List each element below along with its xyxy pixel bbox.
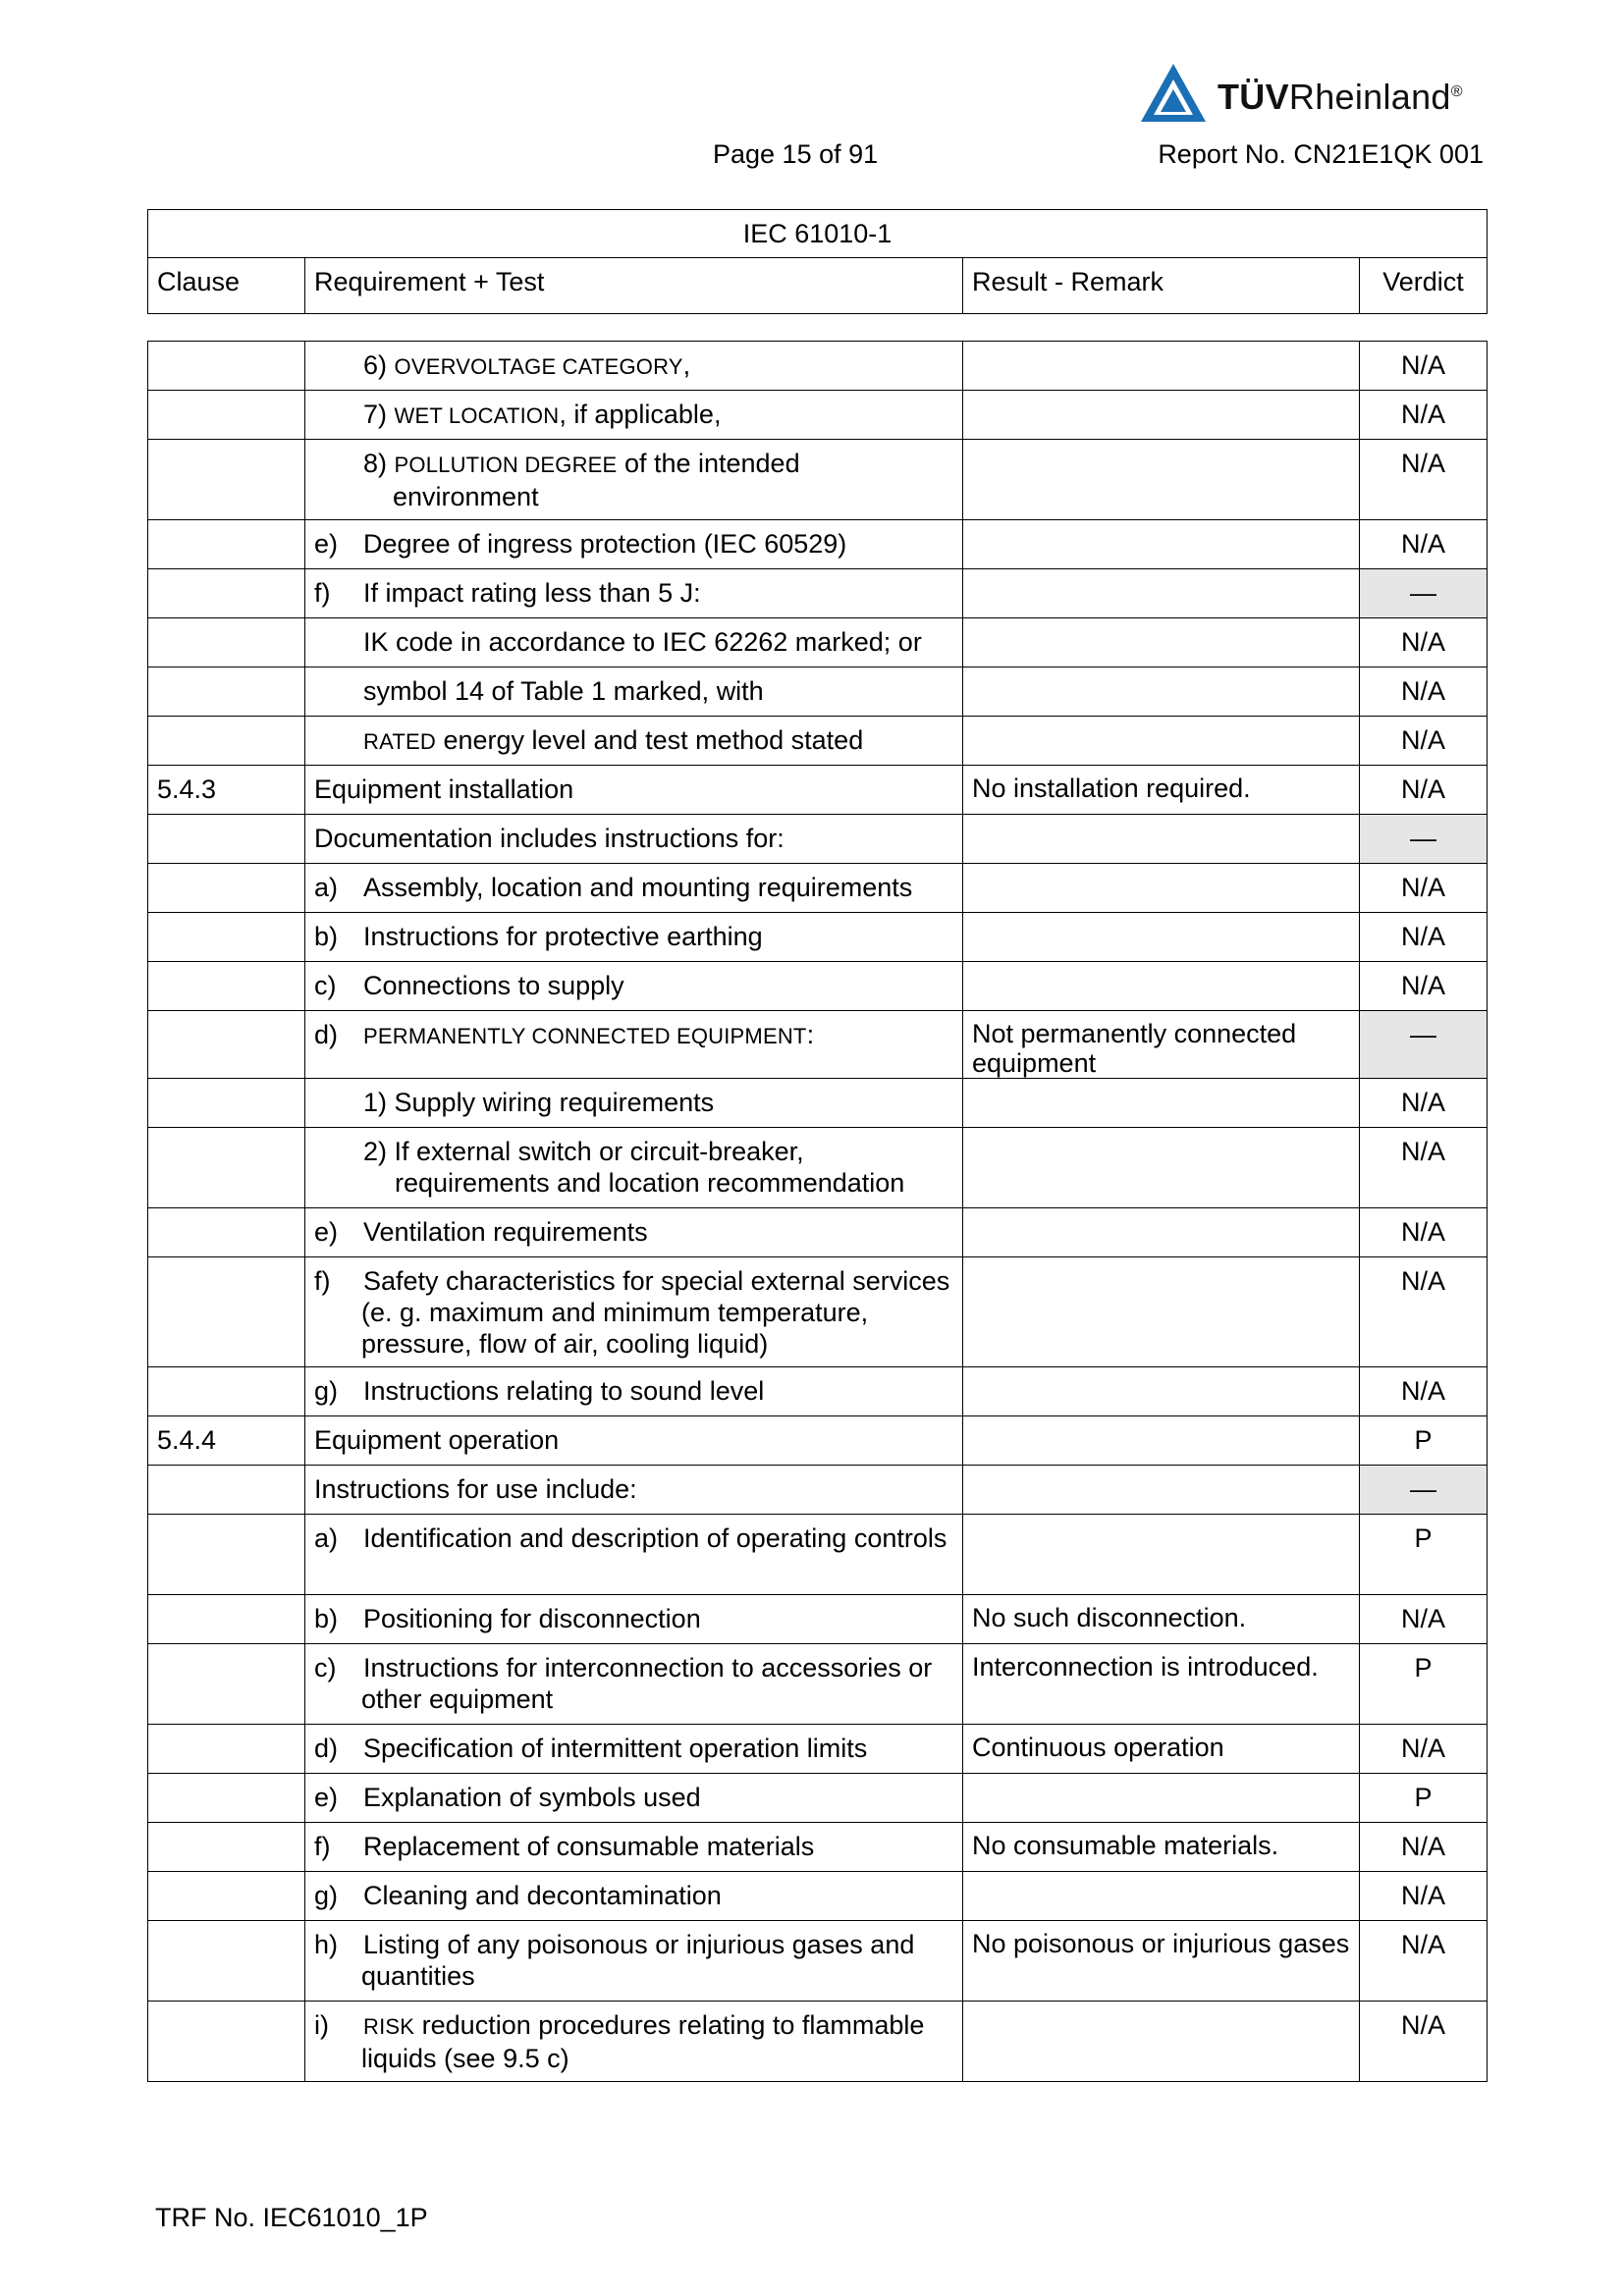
- requirement-cell: [305, 2002, 963, 2082]
- requirement-text: a) Assembly, location and mounting requirements: [314, 873, 913, 902]
- verdict-cell: N/A: [1360, 667, 1488, 717]
- requirement-text: Equipment operation: [314, 1425, 560, 1455]
- small-caps-term: RISK: [363, 2014, 415, 2039]
- requirement-text: RATED energy level and test method stated: [363, 725, 864, 755]
- item-letter: f): [314, 1832, 331, 1861]
- table-row: [148, 1367, 1488, 1416]
- requirement-text: a) Identification and description of operating controls: [314, 1523, 947, 1553]
- table-row: [148, 1466, 1488, 1515]
- table-row: [148, 618, 1488, 667]
- table-row: [148, 1774, 1488, 1823]
- verdict-cell: —: [1360, 569, 1488, 618]
- clause-cell: [148, 520, 305, 569]
- requirement-text: 1) Supply wiring requirements: [363, 1088, 715, 1117]
- trf-number: TRF No. IEC61010_1P: [155, 2203, 428, 2232]
- requirement-text: g) Instructions relating to sound level: [314, 1376, 765, 1406]
- result-text: Interconnection is introduced.: [972, 1652, 1319, 1682]
- requirement-text: 2) If external switch or circuit-breaker, requirements and location recommendation: [363, 1137, 905, 1198]
- item-letter: c): [314, 1653, 337, 1682]
- triangle-logo-icon: [1139, 61, 1208, 126]
- requirement-text-cont: environment: [393, 482, 539, 511]
- clause-cell: [148, 1595, 305, 1644]
- requirements-table: [147, 341, 1488, 2082]
- table-row: [148, 1872, 1488, 1921]
- verdict-cell: N/A: [1360, 1823, 1488, 1872]
- item-letter: e): [314, 529, 339, 559]
- requirement-cell: [305, 1774, 963, 1823]
- clause-cell: [148, 864, 305, 913]
- result-cell: [963, 1774, 1360, 1823]
- small-caps-term: WET LOCATION: [394, 403, 560, 428]
- verdict-cell: N/A: [1360, 618, 1488, 667]
- verdict-cell: N/A: [1360, 1725, 1488, 1774]
- clause-cell: [148, 1257, 305, 1367]
- result-text: Not permanently connected equipment: [972, 1019, 1297, 1078]
- table-row: [148, 962, 1488, 1011]
- requirement-cell: [305, 1823, 963, 1872]
- requirement-cell: [305, 1128, 963, 1208]
- requirement-text: 6) OVERVOLTAGE CATEGORY,: [363, 350, 691, 380]
- result-cell: [963, 1466, 1360, 1515]
- table-row: [148, 391, 1488, 440]
- clause-cell: [148, 1466, 305, 1515]
- item-letter: c): [314, 971, 337, 1000]
- clause-cell: [148, 1011, 305, 1079]
- requirement-cell: [305, 1416, 963, 1466]
- result-cell: [963, 962, 1360, 1011]
- requirement-cell: [305, 1079, 963, 1128]
- table-row: [148, 1823, 1488, 1872]
- requirement-cell: [305, 667, 963, 717]
- verdict-cell: P: [1360, 1774, 1488, 1823]
- verdict-cell: N/A: [1360, 342, 1488, 391]
- requirement-cell: [305, 1367, 963, 1416]
- requirement-text: e) Ventilation requirements: [314, 1217, 648, 1247]
- result-cell: [963, 520, 1360, 569]
- table-row: [148, 1257, 1488, 1367]
- item-letter: e): [314, 1783, 339, 1812]
- table-row: [148, 1595, 1488, 1644]
- verdict-cell: P: [1360, 1515, 1488, 1595]
- requirement-cell: [305, 391, 963, 440]
- table-row: [148, 1011, 1488, 1079]
- clause-cell: 5.4.3: [148, 766, 305, 815]
- standard-title: IEC 61010-1: [148, 210, 1488, 258]
- requirement-text: Instructions for use include:: [314, 1474, 637, 1504]
- result-cell: [963, 766, 1360, 815]
- verdict-cell: N/A: [1360, 1079, 1488, 1128]
- verdict-cell: N/A: [1360, 1872, 1488, 1921]
- table-row: [148, 520, 1488, 569]
- result-cell: [963, 913, 1360, 962]
- requirement-cell: [305, 1515, 963, 1595]
- clause-cell: [148, 1725, 305, 1774]
- verdict-cell: N/A: [1360, 2002, 1488, 2082]
- result-cell: [963, 667, 1360, 717]
- clause-cell: [148, 1644, 305, 1725]
- requirement-text: b) Instructions for protective earthing: [314, 922, 763, 951]
- requirement-text: Documentation includes instructions for:: [314, 824, 785, 853]
- item-letter: i): [314, 2010, 329, 2040]
- verdict-cell: N/A: [1360, 913, 1488, 962]
- requirement-cell: [305, 440, 963, 520]
- verdict-cell: N/A: [1360, 717, 1488, 766]
- requirement-cell: [305, 1872, 963, 1921]
- requirement-text: f) If impact rating less than 5 J:: [314, 578, 701, 608]
- item-letter: a): [314, 1523, 339, 1553]
- requirement-text: IK code in accordance to IEC 62262 marked; or: [363, 627, 922, 657]
- verdict-cell: N/A: [1360, 1367, 1488, 1416]
- verdict-cell: N/A: [1360, 864, 1488, 913]
- clause-cell: [148, 618, 305, 667]
- result-cell: [963, 569, 1360, 618]
- requirement-cell: [305, 864, 963, 913]
- tuv-rheinland-logo: [1139, 61, 1483, 126]
- table-row: [148, 1921, 1488, 2002]
- table-row: [148, 766, 1488, 815]
- clause-cell: [148, 440, 305, 520]
- result-cell: [963, 1208, 1360, 1257]
- requirement-cell: [305, 962, 963, 1011]
- table-row: [148, 569, 1488, 618]
- verdict-cell: —: [1360, 815, 1488, 864]
- verdict-cell: N/A: [1360, 962, 1488, 1011]
- table-row: [148, 1725, 1488, 1774]
- table-row: [148, 815, 1488, 864]
- col-clause: Clause: [148, 258, 305, 314]
- clause-cell: [148, 1367, 305, 1416]
- item-letter: g): [314, 1881, 339, 1910]
- requirement-cell: [305, 1257, 963, 1367]
- small-caps-term: RATED: [363, 729, 436, 754]
- requirement-text: b) Positioning for disconnection: [314, 1604, 701, 1633]
- result-cell: [963, 1725, 1360, 1774]
- clause-cell: [148, 1128, 305, 1208]
- requirement-cell: [305, 618, 963, 667]
- clause-cell: [148, 1079, 305, 1128]
- clause-cell: [148, 391, 305, 440]
- requirement-cell: [305, 815, 963, 864]
- result-cell: [963, 1595, 1360, 1644]
- clause-cell: [148, 1872, 305, 1921]
- requirement-text: c) Connections to supply: [314, 971, 624, 1000]
- requirement-cell: [305, 569, 963, 618]
- verdict-cell: N/A: [1360, 766, 1488, 815]
- result-cell: [963, 1823, 1360, 1872]
- clause-cell: [148, 1515, 305, 1595]
- requirement-cell: [305, 1595, 963, 1644]
- clause-cell: [148, 913, 305, 962]
- requirement-text: c) Instructions for interconnection to accessories or other equipment: [314, 1653, 933, 1714]
- table-row: [148, 1515, 1488, 1595]
- requirement-text: e) Explanation of symbols used: [314, 1783, 701, 1812]
- requirement-cell: [305, 913, 963, 962]
- requirement-text: f) Replacement of consumable materials: [314, 1832, 815, 1861]
- table-row: [148, 1128, 1488, 1208]
- table-row: [148, 1208, 1488, 1257]
- small-caps-term: POLLUTION DEGREE: [394, 453, 618, 477]
- col-result: Result - Remark: [963, 258, 1360, 314]
- result-cell: [963, 391, 1360, 440]
- item-letter: b): [314, 922, 339, 951]
- table-row: [148, 913, 1488, 962]
- result-text: Continuous operation: [972, 1733, 1224, 1762]
- result-cell: [963, 717, 1360, 766]
- requirement-cell: [305, 766, 963, 815]
- result-cell: [963, 1416, 1360, 1466]
- result-cell: [963, 1257, 1360, 1367]
- clause-cell: [148, 667, 305, 717]
- item-letter: d): [314, 1734, 339, 1763]
- requirement-text: d) Specification of intermittent operation limits: [314, 1734, 868, 1763]
- table-row: [148, 2002, 1488, 2082]
- result-text: No installation required.: [972, 774, 1251, 803]
- verdict-cell: N/A: [1360, 1257, 1488, 1367]
- item-letter: e): [314, 1217, 339, 1247]
- requirement-text: d) PERMANENTLY CONNECTED EQUIPMENT:: [314, 1020, 815, 1049]
- table-row: [148, 667, 1488, 717]
- requirement-text: symbol 14 of Table 1 marked, with: [363, 676, 764, 706]
- requirement-cell: [305, 1208, 963, 1257]
- clause-cell: [148, 1921, 305, 2002]
- item-letter: h): [314, 1930, 339, 1959]
- clause-cell: [148, 2002, 305, 2082]
- clause-cell: [148, 962, 305, 1011]
- result-cell: [963, 864, 1360, 913]
- item-letter: f): [314, 1266, 331, 1296]
- verdict-cell: N/A: [1360, 440, 1488, 520]
- verdict-cell: P: [1360, 1644, 1488, 1725]
- verdict-cell: N/A: [1360, 1208, 1488, 1257]
- verdict-cell: —: [1360, 1466, 1488, 1515]
- result-cell: [963, 618, 1360, 667]
- result-cell: [963, 1367, 1360, 1416]
- item-letter: f): [314, 578, 331, 608]
- clause-cell: [148, 342, 305, 391]
- result-cell: [963, 440, 1360, 520]
- item-letter: g): [314, 1376, 339, 1406]
- result-text: No consumable materials.: [972, 1831, 1279, 1860]
- table-row: [148, 1416, 1488, 1466]
- requirement-cell: [305, 1725, 963, 1774]
- clause-cell: [148, 1774, 305, 1823]
- clause-cell: [148, 717, 305, 766]
- requirement-text: h) Listing of any poisonous or injurious gases and quantities: [314, 1930, 915, 1991]
- result-cell: [963, 1128, 1360, 1208]
- page-number: Page 15 of 91: [713, 139, 879, 169]
- requirement-cell: [305, 1011, 963, 1079]
- logo-wordmark: TÜVRheinland®: [1218, 77, 1463, 117]
- result-cell: [963, 1921, 1360, 2002]
- verdict-cell: N/A: [1360, 391, 1488, 440]
- requirement-cell: [305, 1921, 963, 2002]
- table-row: [148, 1079, 1488, 1128]
- clause-cell: [148, 1823, 305, 1872]
- verdict-cell: P: [1360, 1416, 1488, 1466]
- item-letter: d): [314, 1020, 339, 1049]
- table-header: [147, 209, 1488, 314]
- table-row: [148, 342, 1488, 391]
- result-text: No poisonous or injurious gases: [972, 1929, 1350, 1958]
- verdict-cell: N/A: [1360, 1128, 1488, 1208]
- clause-cell: [148, 569, 305, 618]
- result-cell: [963, 2002, 1360, 2082]
- clause-cell: 5.4.4: [148, 1416, 305, 1466]
- requirement-cell: [305, 717, 963, 766]
- result-cell: [963, 1079, 1360, 1128]
- requirement-text: i) RISK reduction procedures relating to flammable liquids (see 9.5 c): [314, 2010, 925, 2073]
- table-row: [148, 440, 1488, 520]
- col-requirement: Requirement + Test: [305, 258, 963, 314]
- requirement-text: Equipment installation: [314, 774, 574, 804]
- requirement-text: f) Safety characteristics for special external services (e. g. maximum and minimum temperature, pressure, flow of air, cooling liquid): [314, 1266, 950, 1359]
- verdict-cell: —: [1360, 1011, 1488, 1079]
- table-row: [148, 717, 1488, 766]
- requirement-cell: [305, 1466, 963, 1515]
- table-row: [148, 864, 1488, 913]
- requirement-text: g) Cleaning and decontamination: [314, 1881, 722, 1910]
- small-caps-term: OVERVOLTAGE CATEGORY: [394, 354, 683, 379]
- requirement-cell: [305, 520, 963, 569]
- verdict-cell: N/A: [1360, 1921, 1488, 2002]
- result-cell: [963, 1011, 1360, 1079]
- requirement-cell: [305, 342, 963, 391]
- table-row: [148, 1644, 1488, 1725]
- col-verdict: Verdict: [1360, 258, 1488, 314]
- result-cell: [963, 815, 1360, 864]
- verdict-cell: N/A: [1360, 520, 1488, 569]
- small-caps-term: PERMANENTLY CONNECTED EQUIPMENT: [363, 1024, 807, 1048]
- result-cell: [963, 1872, 1360, 1921]
- result-cell: [963, 1515, 1360, 1595]
- requirement-text: e) Degree of ingress protection (IEC 60529): [314, 529, 847, 559]
- clause-cell: [148, 815, 305, 864]
- result-cell: [963, 342, 1360, 391]
- requirement-text: 7) WET LOCATION, if applicable,: [363, 400, 722, 429]
- clause-cell: [148, 1208, 305, 1257]
- item-letter: b): [314, 1604, 339, 1633]
- result-text: No such disconnection.: [972, 1603, 1247, 1632]
- report-number: Report No. CN21E1QK 001: [1158, 139, 1484, 169]
- requirement-text: 8) POLLUTION DEGREE of the intended: [363, 449, 800, 478]
- item-letter: a): [314, 873, 339, 902]
- verdict-cell: N/A: [1360, 1595, 1488, 1644]
- requirement-cell: [305, 1644, 963, 1725]
- result-cell: [963, 1644, 1360, 1725]
